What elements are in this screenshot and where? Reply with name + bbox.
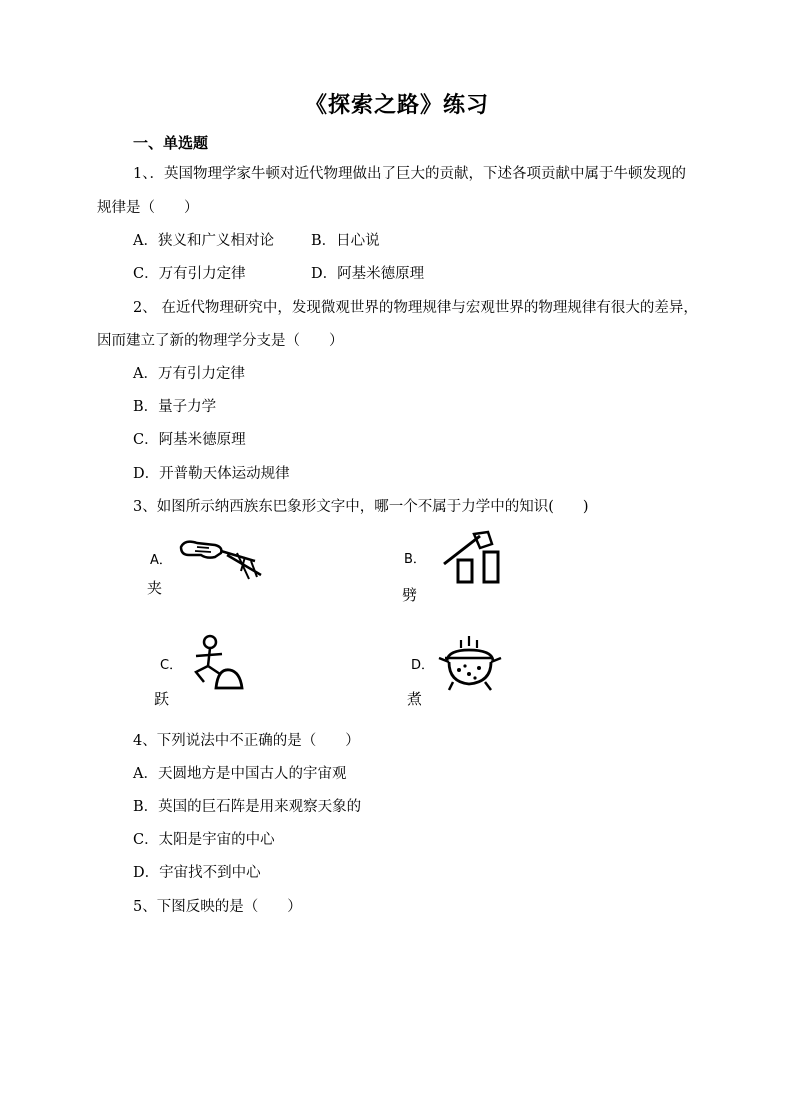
q3-figure-b-label: B．: [404, 552, 426, 567]
q3-figure-d-caption: 煮: [407, 690, 423, 708]
q3-figure-c-caption: 跃: [154, 690, 170, 708]
q2-stem-line2: 因而建立了新的物理学分支是（ ）: [97, 333, 344, 349]
q1-option-a: A．狭义和广义相对论: [133, 233, 274, 249]
section-heading: 一、单选题: [133, 134, 209, 152]
q1-option-c: C．万有引力定律: [133, 266, 246, 282]
q2-option-d: D．开普勒天体运动规律: [133, 466, 290, 482]
q4-option-a: A．天圆地方是中国古人的宇宙观: [133, 766, 347, 782]
q2-option-c: C．阿基米德原理: [133, 432, 246, 448]
q2-option-b: B．量子力学: [133, 399, 217, 415]
tongs-pictogram-icon: [145, 535, 275, 605]
q2-option-a: A．万有引力定律: [133, 366, 245, 382]
q1-stem-line2: 规律是（ ）: [97, 200, 199, 216]
q4-option-b: B．英国的巨石阵是用来观察天象的: [133, 799, 362, 815]
q5-stem: 5、下图反映的是（ ）: [133, 899, 302, 915]
q3-figure-a-label: A．: [150, 553, 172, 568]
q3-figure-b: [400, 530, 530, 610]
q3-figure-d-label: D．: [411, 658, 435, 673]
q3-figure-d: [405, 632, 535, 712]
q3-figure-c-label: C．: [160, 658, 183, 673]
jumping-figure-pictogram-icon: [152, 632, 282, 712]
q1-option-d: D．阿基米德原理: [311, 266, 425, 282]
q2-stem-line1: 2、 在近代物理研究中，发现微观世界的物理规律与宏观世界的物理规律有很大的差异，: [133, 300, 698, 316]
q4-option-d: D．宇宙找不到中心: [133, 865, 261, 881]
q1-stem-line1: 1、．英国物理学家牛顿对近代物理做出了巨大的贡献，下述各项贡献中属于牛顿发现的: [133, 166, 686, 182]
q3-stem: 3、如图所示纳西族东巴象形文字中，哪一个不属于力学中的知识( ): [133, 499, 589, 515]
axe-pictogram-icon: [400, 530, 530, 610]
q3-figure-a-caption: 夹: [147, 579, 163, 597]
q3-figure-c: [152, 632, 282, 712]
boiling-pot-pictogram-icon: [405, 632, 535, 712]
q4-option-c: C．太阳是宇宙的中心: [133, 832, 275, 848]
q3-figure-a: [145, 535, 275, 605]
q4-stem: 4、下列说法中不正确的是（ ）: [133, 733, 360, 749]
page-title: 《探索之路》练习: [304, 92, 489, 118]
q1-option-b: B．日心说: [311, 233, 380, 249]
q3-figure-b-caption: 劈: [402, 586, 418, 604]
